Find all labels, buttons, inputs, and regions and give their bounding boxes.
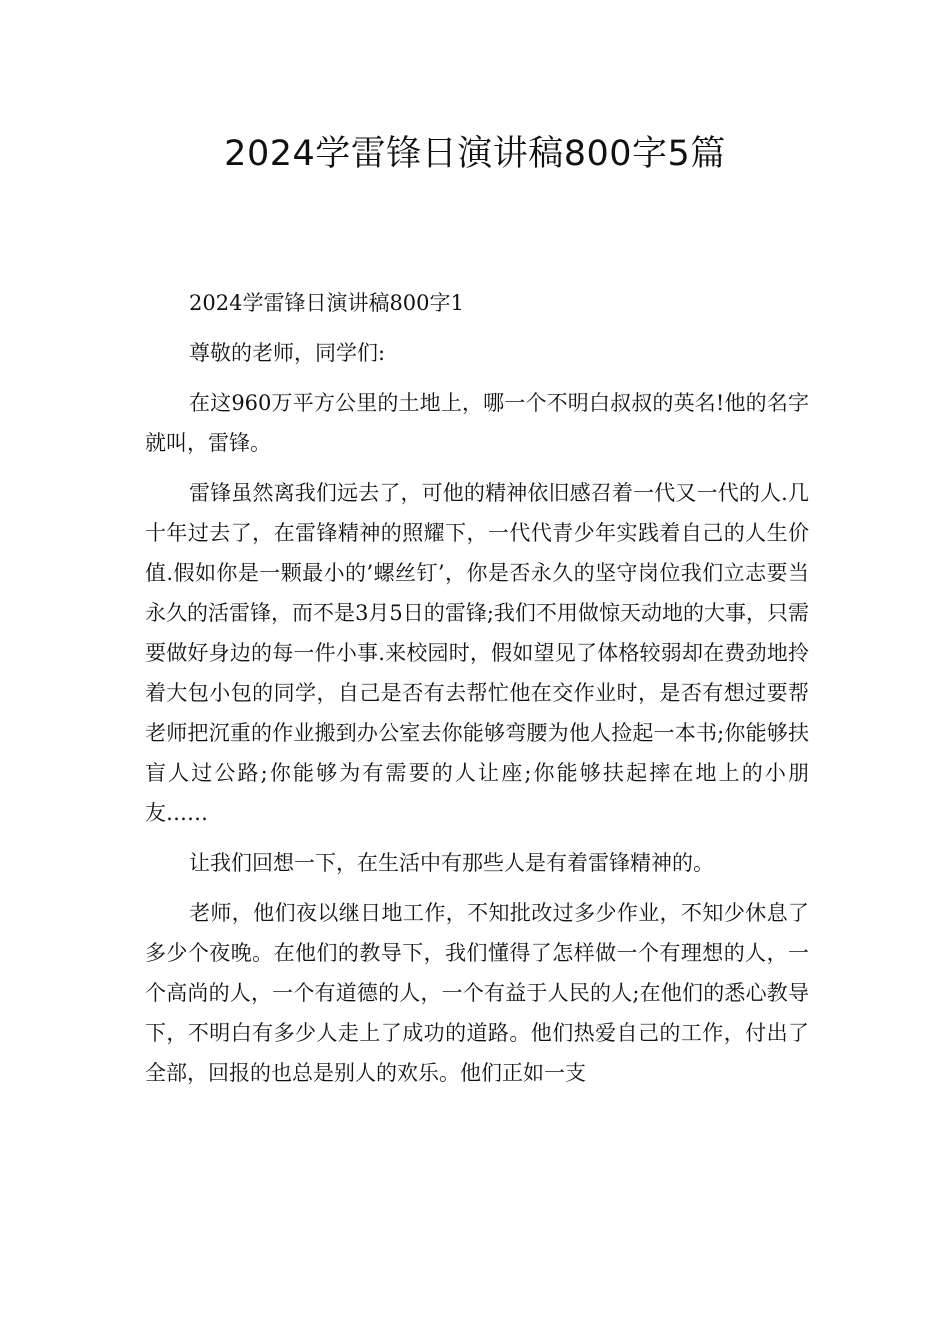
section-heading: 2024学雷锋日演讲稿800字1 bbox=[189, 291, 464, 315]
body-paragraph: 老师，他们夜以继日地工作，不知批改过多少作业，不知少休息了多少个夜晚。在他们的教导下，我们懂得了怎样做一个有理想的人，一个高尚的人，一个有道德的人，一个有益于人民的人;在他们的悉心教导下，不明白有多少人走上了成功的道路。他们热爱自己的工作，付出了全部，回报的也总是别人的欢乐。他们正如一支 bbox=[145, 901, 809, 1085]
body-paragraph: 雷锋虽然离我们远去了，可他的精神依旧感召着一代又一代的人.几十年过去了，在雷锋精神的照耀下，一代代青少年实践着自己的人生价值.假如你是一颗最小的’螺丝钉’，你是否永久的坚守岗位我们立志要当永久的活雷锋，而不是3月5日的雷锋;我们不用做惊天动地的大事，只需要做好身边的每一件小事.来校园时，假如望见了体格较弱却在费劲地拎着大包小包的同学，自己是否有去帮忙他在交作业时，是否有想过要帮老师把沉重的作业搬到办公室去你能够弯腰为他人捡起一本书;你能够扶盲人过公路;你能够为有需要的人让座;你能够扶起摔在地上的小朋友…… bbox=[145, 481, 809, 825]
body-paragraph: 让我们回想一下，在生活中有那些人是有着雷锋精神的。 bbox=[189, 851, 714, 875]
page-title: 2024学雷锋日演讲稿800字5篇 bbox=[224, 134, 726, 174]
greeting-paragraph: 尊敬的老师，同学们: bbox=[189, 341, 386, 365]
document-body bbox=[145, 283, 809, 1103]
body-paragraph: 在这960万平方公里的土地上，哪一个不明白叔叔的英名!他的名字就叫，雷锋。 bbox=[145, 391, 809, 455]
